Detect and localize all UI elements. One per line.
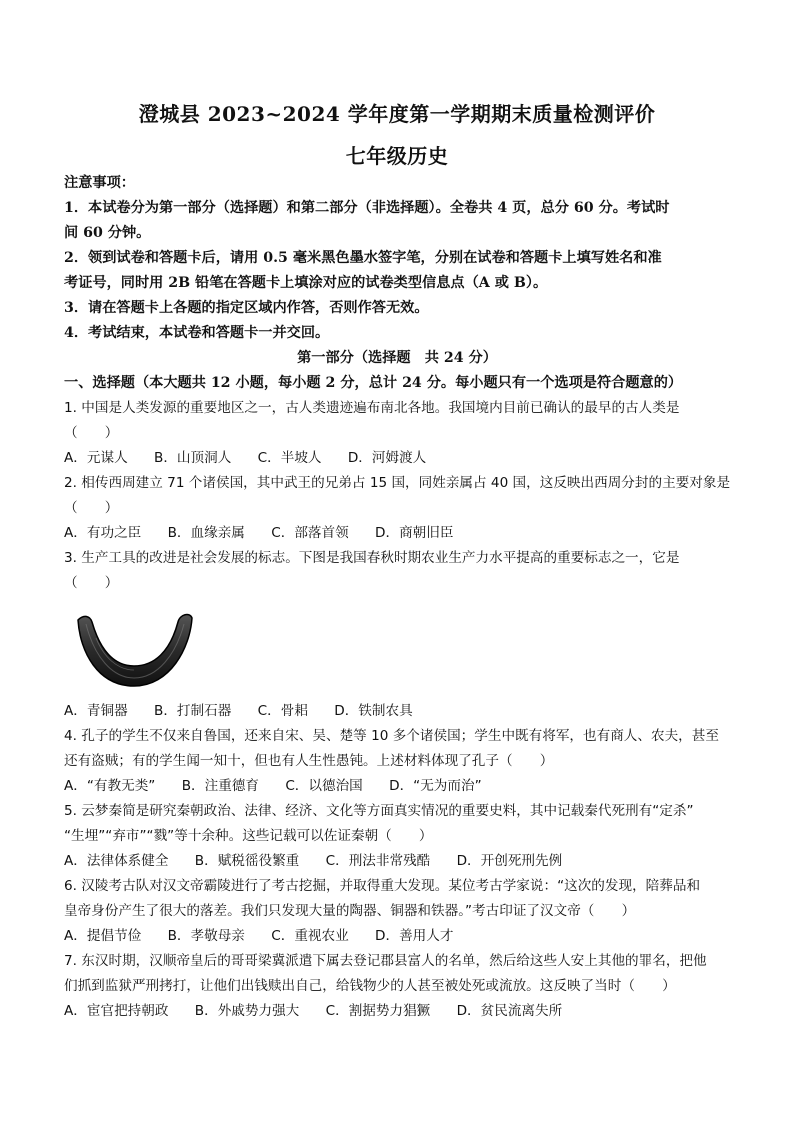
question-6-stem-1: 6. 汉陵考古队对汉文帝霸陵进行了考古挖掘，并取得重大发现。某位考古学家说：“这次的发现，陪葬品和	[64, 878, 701, 894]
question-2-options	[64, 520, 734, 546]
question-7-options	[64, 998, 734, 1024]
option-a: A．“有教无类”	[64, 778, 156, 794]
option-d: D．河姆渡人	[347, 450, 427, 466]
option-a: A．元谋人	[64, 450, 128, 466]
option-c: C．半坡人	[257, 450, 322, 466]
option-d: D．“无为而治”	[389, 778, 482, 794]
note-1b: 间 60 分钟。	[64, 225, 151, 241]
note-2b: 考证号，同时用 2B 铅笔在答题卡上填涂对应的试卷类型信息点（A 或 B）。	[64, 275, 548, 291]
option-b: B．注重德育	[181, 778, 259, 794]
option-a: A．法律体系健全	[64, 853, 169, 869]
question-5-options	[64, 848, 734, 874]
option-a: A．提倡节俭	[64, 928, 142, 944]
note-1a: 1．本试卷分为第一部分（选择题）和第二部分（非选择题）。全卷共 4 页，总分 60 分。考试时	[64, 200, 670, 216]
question-6-stem-2: 皇帝身份产生了很大的落差。我们只发现大量的陶器、铜器和铁器。”考古印证了汉文帝（ ）	[64, 903, 636, 919]
question-4-options	[64, 773, 734, 799]
option-d: D．商朝旧臣	[375, 525, 454, 541]
option-a: A．有功之臣	[64, 525, 142, 541]
section-heading: 一、选择题（本大题共 12 小题，每小题 2 分，总计 24 分。每小题只有一个选项是符合题意的）	[64, 375, 683, 391]
option-a: A．青铜器	[64, 703, 128, 719]
option-b: B．打制石器	[154, 703, 232, 719]
part1-heading: 第一部分（选择题 共 24 分）	[297, 350, 497, 366]
option-a: A．宦官把持朝政	[64, 1003, 169, 1019]
option-c: C．部落首领	[271, 525, 349, 541]
question-4-stem-1: 4. 孔子的学生不仅来自鲁国，还来自宋、吴、楚等 10 多个诸侯国；学生中既有将军，也有商人、农夫，甚至	[64, 728, 719, 744]
iron-farm-tool-image	[74, 608, 196, 690]
option-d: D．铁制农具	[334, 703, 413, 719]
option-d: D．善用人才	[375, 928, 454, 944]
option-c: C．骨耜	[257, 703, 308, 719]
exam-title: 澄城县 2023~2024 学年度第一学期期末质量检测评价	[138, 102, 656, 126]
question-6-options	[64, 923, 734, 949]
question-5-stem-1: 5. 云梦秦简是研究秦朝政治、法律、经济、文化等方面真实情况的重要史料，其中记载秦代死刑有“定杀”	[64, 803, 694, 819]
option-c: C．以德治国	[285, 778, 363, 794]
option-b: B．外戚势力强大	[194, 1003, 300, 1019]
option-b: B．孝敬母亲	[167, 928, 245, 944]
option-c: C．重视农业	[271, 928, 349, 944]
question-5-stem-2: “生埋”“弃市”“戮”等十余种。这些记载可以佐证秦朝（ ）	[64, 828, 433, 844]
option-d: D．开创死刑先例	[456, 853, 563, 869]
question-1-stem: 1. 中国是人类发源的重要地区之一，古人类遗迹遍布南北各地。我国境内目前已确认的最早的古人类是	[64, 400, 680, 416]
question-2-paren: （ ）	[64, 500, 119, 516]
option-c: C．割据势力猖獗	[325, 1003, 431, 1019]
option-b: B．血缘亲属	[167, 525, 245, 541]
question-3-paren: （ ）	[64, 575, 119, 591]
note-4: 4．考试结束，本试卷和答题卡一并交回。	[64, 325, 330, 341]
question-1-paren: （ ）	[64, 425, 119, 441]
question-3-stem: 3. 生产工具的改进是社会发展的标志。下图是我国春秋时期农业生产力水平提高的重要标志之一，它是	[64, 550, 680, 566]
note-2a: 2．领到试卷和答题卡后，请用 0.5 毫米黑色墨水签字笔，分别在试卷和答题卡上填写姓名和准	[64, 250, 662, 266]
question-1-options	[64, 445, 734, 471]
option-b: B．赋税徭役繁重	[194, 853, 300, 869]
note-3: 3．请在答题卡上各题的指定区域内作答，否则作答无效。	[64, 300, 429, 316]
question-4-stem-2: 还有盗贼；有的学生闻一知十，但也有人生性愚钝。上述材料体现了孔子（ ）	[64, 753, 554, 769]
question-3-options	[64, 698, 734, 724]
question-7-stem-1: 7. 东汉时期，汉顺帝皇后的哥哥梁冀派遣下属去登记郡县富人的名单，然后给这些人安上其他的罪名，把他	[64, 953, 707, 969]
exam-subtitle: 七年级历史	[345, 144, 449, 168]
option-c: C．刑法非常残酷	[325, 853, 431, 869]
option-b: B．山顶洞人	[154, 450, 232, 466]
option-d: D．贫民流离失所	[456, 1003, 563, 1019]
question-2-stem: 2. 相传西周建立 71 个诸侯国，其中武王的兄弟占 15 国，同姓亲属占 40 国，这反映出西周分封的主要对象是	[64, 475, 731, 491]
notes-heading: 注意事项：	[64, 175, 135, 191]
question-7-stem-2: 们抓到监狱严刑拷打，让他们出钱赎出自己，给钱物少的人甚至被处死或流放。这反映了当时（ ）	[64, 978, 676, 994]
